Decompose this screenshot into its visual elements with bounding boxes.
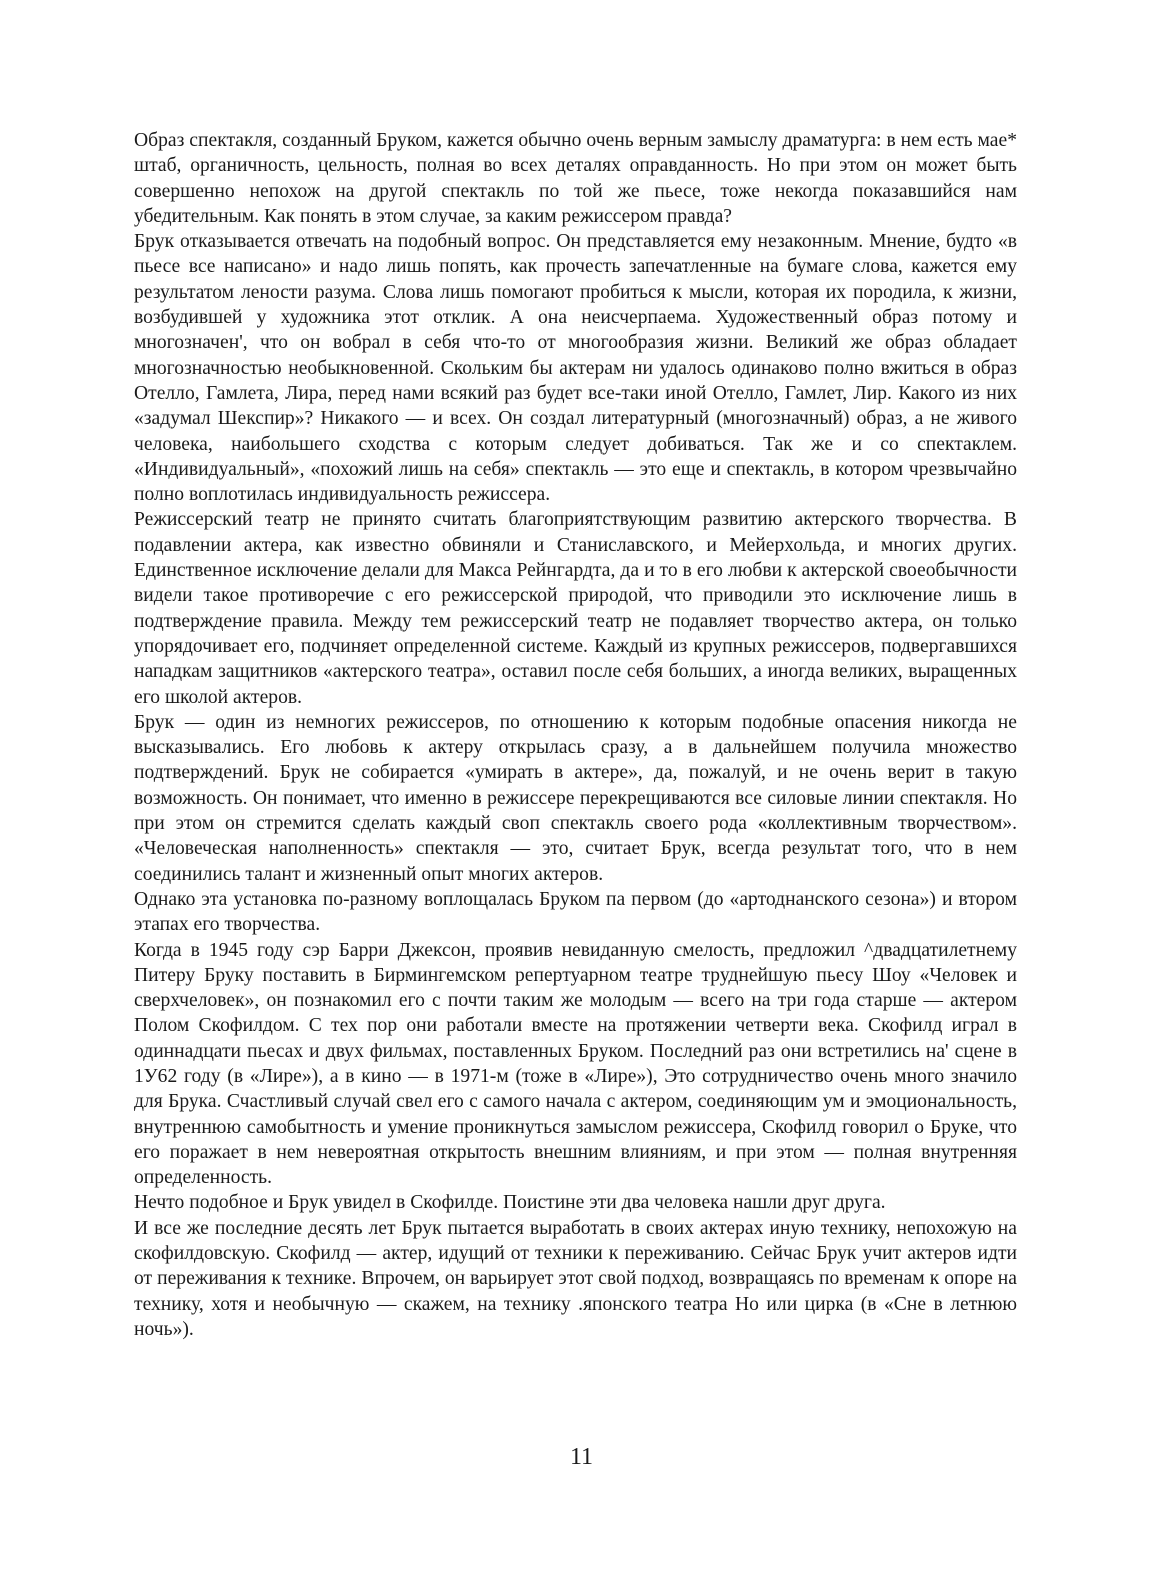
paragraph: Брук отказывается отвечать на подобный вопрос. Он представляется ему незаконным. Мнение, будто «в пьесе все написано» и надо лишь попять, как прочесть запечатленные на бумаге слова, кажется ему результатом лености разума. Слова лишь помогают пробиться к мысли, которая их породила, к жизни, возбудившей у художника этот отклик. А она неисчерпаема. Художественный образ потому и многозначен', что он вобрал в себя что-то от многообразия жизни. Великий же образ обладает многозначностью необыкновенной. Скольким бы актерам ни удалось одинаково полно вжиться в образ Отелло, Гамлета, Лира, перед нами всякий раз будет все-таки иной Отелло, Гамлет, Лир. Какого из них «задумал Шекспир»? Никакого — и всех. Он создал литературный (многозначный) образ, а не живого человека, наибольшего сходства с которым следует добиваться. Так же и со спектаклем. «Индивидуальный», «похожий лишь на себя» спектакль — это еще и спектакль, в котором чрезвычайно полно воплотилась индивидуальность режиссера. [134, 231, 1017, 506]
paragraph: Образ спектакля, созданный Бруком, кажется обычно очень верным замыслу драматурга: в нем есть мае* штаб, органичность, цельность, полная во всех деталях оправданность. Но при этом он может быть совершенно непохож на другой спектакль по той же пьесе, тоже некогда показавшийся нам убедительным. Как понять в этом случае, за каким режиссером правда? [134, 130, 1017, 227]
page-number: 11 [569, 1444, 594, 1470]
paragraph: Однако эта установка по-разному воплощалась Бруком па первом (до «артоднанского сезона») и втором этапах его творчества. [134, 888, 1017, 936]
paragraph: Режиссерский театр не принято считать благоприятствующим развитию актерского творчества. В подавлении актера, как известно обвиняли и Станиславского, и Мейерхольда, и многих других. Единственное исключение делали для Макса Рейнгардта, да и то в его любви к актерской своеобычности видели такое противоречие с его режиссерской природой, что приводили это исключение лишь в подтверждение правила. Между тем режиссерский театр не подавляет творчество актера, он только упорядочивает его, подчиняет определенной системе. Каждый из крупных режиссеров, подвергавшихся нападкам защитников «актерского театра», оставил после себя больших, а иногда великих, выращенных его школой актеров. [134, 509, 1017, 708]
paragraph: Когда в 1945 году сэр Барри Джексон, проявив невиданную смелость, предложил ^двадцатилетнему Питеру Бруку поставить в Бирмингемском репертуарном театре труднейшую пьесу Шоу «Человек и сверхчеловек», он познакомил его с почти таким же молодым — всего на три года старше — актером Полом Скофилдом. С тех пор они работали вместе на протяжении четверти века. Скофилд играл в одиннадцати пьесах и двух фильмах, поставленных Бруком. Последний раз они встретились на' сцене в 1У62 году (в «Лире»), а в кино — в 1971-м (тоже в «Лире»), Это сотрудничество очень много значило для Брука. Счастливый случай свел его с самого начала с актером, соединяющим ум и эмоциональность, внутреннюю самобытность и умение проникнуться замыслом режиссера, Скофилд говорил о Бруке, что его поражает в нем невероятная открытость внешним влияниям, и при этом — полная внутренняя определенность. [134, 939, 1017, 1189]
paragraph: Нечто подобное и Брук увидел в Скофилде. Поистине эти два человека нашли друг друга. [134, 1192, 886, 1214]
paragraph: Брук — один из немногих режиссеров, по отношению к которым подобные опасения никогда не высказывались. Его любовь к актеру открылась сразу, а в дальнейшем получила множество подтверждений. Брук не собирается «умирать в актере», да, пожалуй, и не очень верит в такую возможность. Он понимает, что именно в режиссере перекрещиваются все силовые линии спектакля. Но при этом он стремится сделать каждый своп спектакль своего рода «коллективным творчеством». «Человеческая наполненность» спектакля — это, считает Брук, всегда результат того, что в нем соединились талант и жизненный опыт многих актеров. [134, 711, 1017, 885]
paragraph: И все же последние десять лет Брук пытается выработать в своих актерах иную технику, непохожую на скофилдовскую. Скофилд — актер, идущий от техники к переживанию. Сейчас Брук учит актеров идти от переживания к технике. Впрочем, он варьирует этот свой подход, возвращаясь по временам к опоре на технику, хотя и необычную — скажем, на технику .японского театра Но или цирка (в «Сне в летнюю ночь»). [134, 1217, 1017, 1340]
body-text [134, 128, 1017, 1342]
